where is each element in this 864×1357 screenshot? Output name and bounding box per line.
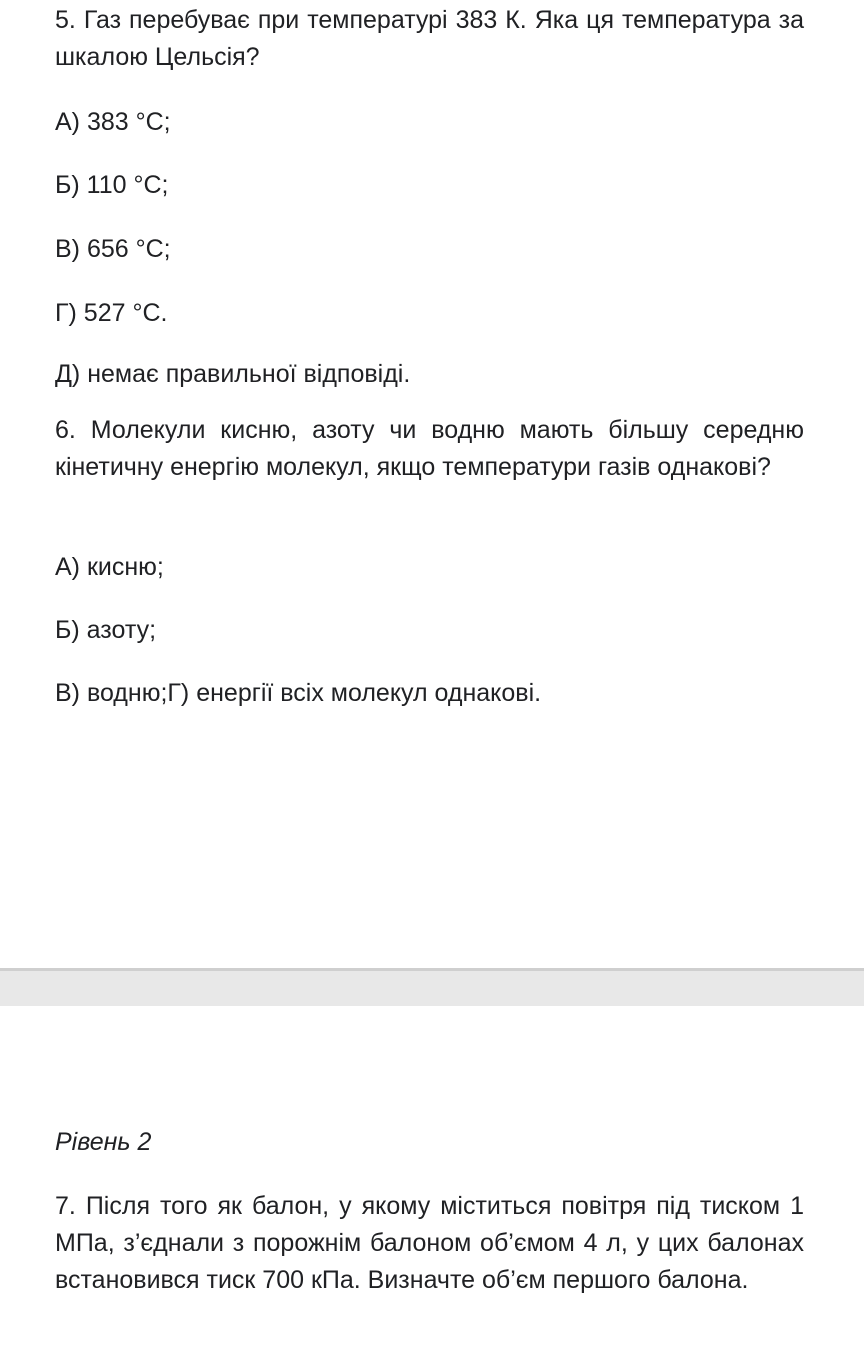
level-title: Рівень 2 bbox=[55, 1128, 152, 1156]
question-6: 6. Молекули кисню, азоту чи водню мають більшу середню кінетичну енергію молекул, якщо температури газів однакові? bbox=[55, 416, 804, 481]
q5-option-e: Д) немає правильної відповіді. bbox=[55, 360, 411, 388]
question-7: 7. Після того як балон, у якому міститься повітря під тиском 1 МПа, з’єднали з порожнім балоном об’ємом 4 л, у цих балонах встановився тиск 700 кПа. Визначте об’єм першого балона. bbox=[55, 1192, 804, 1294]
page-separator bbox=[0, 968, 864, 1006]
q5-option-a: А) 383 °С; bbox=[55, 108, 171, 136]
q6-option-b: Б) азоту; bbox=[55, 616, 157, 644]
q6-option-c: В) водню;Г) енергії всіх молекул однакові. bbox=[55, 679, 542, 707]
page-bottom bbox=[0, 1006, 864, 1357]
q5-option-b: Б) 110 °С; bbox=[55, 171, 169, 199]
q5-option-d: Г) 527 °С. bbox=[55, 299, 168, 327]
question-5: 5. Газ перебуває при температурі 383 К. Яка ця температура за шкалою Цельсія? bbox=[55, 6, 804, 71]
q6-option-a: А) кисню; bbox=[55, 553, 164, 581]
q5-option-c: В) 656 °С; bbox=[55, 235, 171, 263]
